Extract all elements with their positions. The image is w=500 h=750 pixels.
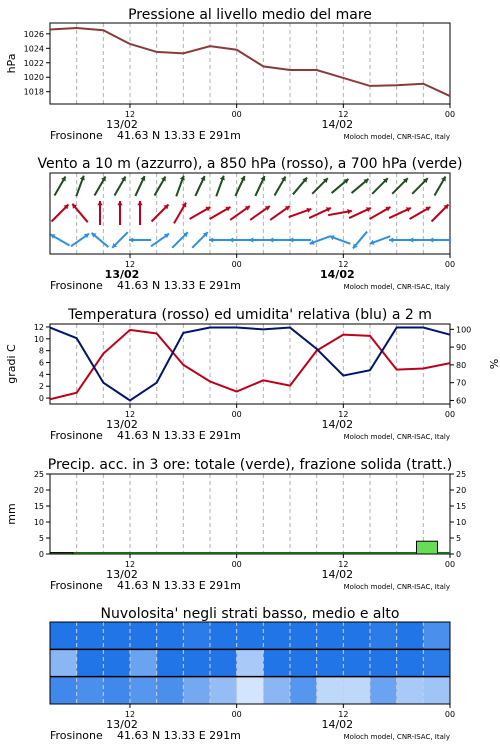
cloud-cell xyxy=(50,649,77,676)
cloud-cell xyxy=(370,622,397,649)
wind-arrow xyxy=(137,201,142,225)
cloud-cell xyxy=(263,677,290,704)
panel-2 xyxy=(37,156,462,292)
wind-arrow xyxy=(152,205,169,222)
cloud-cell xyxy=(423,677,450,704)
wind-head xyxy=(117,201,122,205)
cloud-cell xyxy=(237,622,264,649)
x-tick-label: 00 xyxy=(231,710,242,719)
wind-arrow xyxy=(235,176,245,196)
source-label: Moloch model, CNR-ISAC, Italy xyxy=(343,283,450,291)
wind-arrow xyxy=(92,233,109,247)
cloud-cell xyxy=(237,649,264,676)
x-tick-label: 00 xyxy=(231,560,242,569)
y-tick-label: 1018 xyxy=(23,87,44,97)
y-tick-label: 4 xyxy=(38,370,44,380)
wind-arrow xyxy=(435,176,446,195)
y-tick-label-right: 90 xyxy=(456,343,467,353)
wind-arrow xyxy=(270,206,290,220)
wind-arrow xyxy=(195,176,205,196)
location-name: Frosinone xyxy=(50,279,103,292)
x-tick-label: 12 xyxy=(338,260,349,269)
wind-arrow xyxy=(115,176,126,195)
wind-arrow xyxy=(229,237,251,242)
wind-arrow xyxy=(293,178,307,195)
wind-arrow xyxy=(210,207,231,219)
x-tick-label: 00 xyxy=(231,260,242,269)
wind-arrow xyxy=(353,232,367,249)
cloud-cell xyxy=(130,649,157,676)
wind-arrow xyxy=(250,206,270,220)
location-coords: 41.63 N 13.33 E 291m xyxy=(117,129,241,142)
cloud-cell xyxy=(317,622,344,649)
wind-arrow xyxy=(332,179,349,193)
wind-arrow xyxy=(432,205,449,222)
cloud-cell xyxy=(157,677,184,704)
y-tick-label-right: 10 xyxy=(456,518,467,527)
wind-head xyxy=(249,237,253,242)
wind-arrow xyxy=(330,235,351,244)
cloud-cell xyxy=(343,677,370,704)
y-tick-label: 0 xyxy=(38,394,44,404)
panel-5 xyxy=(50,606,455,742)
cloud-cell xyxy=(50,677,77,704)
cloud-cell xyxy=(130,622,157,649)
cloud-cell xyxy=(130,677,157,704)
wind-arrow xyxy=(389,207,411,218)
wind-head xyxy=(409,237,413,242)
wind-head xyxy=(269,237,273,242)
wind-arrow xyxy=(352,179,369,193)
wind-arrow xyxy=(52,205,69,222)
wind-arrow xyxy=(289,208,312,217)
location-name: Frosinone xyxy=(50,129,103,142)
cloud-cell xyxy=(290,622,317,649)
location-coords: 41.63 N 13.33 E 291m xyxy=(117,579,241,592)
y-tick-label: 20 xyxy=(33,486,44,495)
location-coords: 41.63 N 13.33 E 291m xyxy=(117,429,241,442)
x-tick-label: 00 xyxy=(231,110,242,119)
y-tick-label: 1020 xyxy=(23,73,44,83)
cloud-cell xyxy=(50,622,77,649)
location-coords: 41.63 N 13.33 E 291m xyxy=(117,279,241,292)
location-name: Frosinone xyxy=(50,429,103,442)
y-tick-label-right: 20 xyxy=(456,486,467,495)
y-tick-label: 1024 xyxy=(23,44,44,54)
plot-frame xyxy=(50,474,450,554)
wind-arrow xyxy=(409,237,431,242)
cloud-cell xyxy=(103,677,130,704)
wind-arrow xyxy=(370,207,391,219)
x-tick-label: 12 xyxy=(124,560,136,569)
wind-arrow xyxy=(135,176,145,196)
wind-arrow xyxy=(112,232,128,248)
wind-arrow xyxy=(97,201,102,225)
y-axis-label: mm xyxy=(5,503,18,525)
location-name: Frosinone xyxy=(50,729,103,742)
y-tick-label-right: 60 xyxy=(456,396,467,406)
location-coords: 41.63 N 13.33 E 291m xyxy=(117,729,241,742)
wind-arrow xyxy=(209,237,231,242)
x-tick-label: 12 xyxy=(338,410,349,419)
location-name: Frosinone xyxy=(50,579,103,592)
wind-arrow xyxy=(172,232,188,248)
y-tick-label: 25 xyxy=(33,470,44,479)
wind-arrow xyxy=(151,234,169,247)
cloud-cell xyxy=(317,649,344,676)
wind-arrow xyxy=(72,204,87,222)
wind-arrow xyxy=(269,237,291,242)
wind-arrow xyxy=(192,232,208,248)
plot-frame xyxy=(50,23,450,104)
cloud-cell xyxy=(423,649,450,676)
y-tick-label: 12 xyxy=(33,322,44,332)
wind-arrow xyxy=(249,237,271,242)
x-tick-label: 00 xyxy=(444,110,456,119)
x-tick-label: 00 xyxy=(444,260,456,269)
precip-bar xyxy=(417,541,438,554)
chart-title: Temperatura (rosso) ed umidita' relativa (blu) a 2 m xyxy=(68,307,432,323)
y-tick-label-right: 5 xyxy=(456,534,462,543)
chart-title: Vento a 10 m (azzurro), a 850 hPa (rosso), a 700 hPa (verde) xyxy=(37,156,463,172)
y-tick-label: 6 xyxy=(38,358,44,368)
y-tick-label-right: 25 xyxy=(456,470,467,479)
wind-arrow xyxy=(289,237,311,242)
cloud-cell xyxy=(183,622,210,649)
wind-arrow xyxy=(190,207,211,219)
panel-4 xyxy=(5,457,466,592)
y-tick-label: 0 xyxy=(38,550,44,559)
cloud-cell xyxy=(263,649,290,676)
chart-title: Pressione al livello medio del mare xyxy=(128,7,372,23)
cloud-cell xyxy=(290,677,317,704)
cloud-cell xyxy=(210,649,237,676)
cloud-cell xyxy=(210,622,237,649)
cloud-cell xyxy=(317,677,344,704)
y-tick-label: 10 xyxy=(33,334,44,344)
source-label: Moloch model, CNR-ISAC, Italy xyxy=(343,733,450,741)
date-label: 13/02 xyxy=(106,718,138,731)
wind-arrow xyxy=(392,178,408,194)
x-tick-label: 12 xyxy=(338,710,349,719)
cloud-cell xyxy=(397,622,424,649)
cloud-cell xyxy=(397,677,424,704)
cloud-cell xyxy=(157,649,184,676)
y-tick-label: 1022 xyxy=(23,58,44,68)
wind-arrow xyxy=(412,178,428,194)
wind-arrow xyxy=(55,176,66,195)
cloud-cell xyxy=(103,622,130,649)
cloud-cell xyxy=(370,677,397,704)
y-axis-label: gradi C xyxy=(5,344,18,384)
cloud-cell xyxy=(370,649,397,676)
x-tick-label: 12 xyxy=(124,260,136,269)
date-label: 14/02 xyxy=(320,268,355,281)
chart-title: Precip. acc. in 3 ore: totale (verde), frazione solida (tratt.) xyxy=(47,457,453,473)
cloud-cell xyxy=(77,649,104,676)
wind-arrow xyxy=(95,176,106,195)
plot-frame xyxy=(50,173,450,254)
y-tick-label-right: 0 xyxy=(456,550,462,559)
wind-arrow xyxy=(275,176,286,195)
panel-3 xyxy=(5,307,500,442)
x-tick-label: 12 xyxy=(338,560,349,569)
cloud-cell xyxy=(77,677,104,704)
x-tick-label: 12 xyxy=(124,410,136,419)
x-tick-label: 00 xyxy=(444,560,456,569)
y-tick-label: 15 xyxy=(33,502,44,511)
wind-arrow xyxy=(370,236,391,245)
cloud-cell xyxy=(343,622,370,649)
x-tick-label: 00 xyxy=(444,410,456,419)
date-label: 14/02 xyxy=(321,118,354,131)
y-axis-label: hPa xyxy=(5,53,18,74)
date-label: 13/02 xyxy=(106,118,138,131)
wind-head xyxy=(229,237,233,242)
wind-arrow xyxy=(174,203,186,224)
cloud-cell xyxy=(343,649,370,676)
date-label: 14/02 xyxy=(321,718,354,731)
wind-arrow xyxy=(309,207,331,218)
wind-arrow xyxy=(50,234,69,245)
cloud-cell xyxy=(103,649,130,676)
y-tick-label: 5 xyxy=(38,534,44,543)
cloud-cell xyxy=(183,677,210,704)
chart-title: Nuvolosita' negli strati basso, medio e alto xyxy=(100,606,400,622)
cloud-cell xyxy=(183,649,210,676)
x-tick-label: 12 xyxy=(124,110,136,119)
wind-arrow xyxy=(410,207,431,219)
source-label: Moloch model, CNR-ISAC, Italy xyxy=(343,433,450,441)
cloud-cell xyxy=(397,649,424,676)
wind-arrow xyxy=(230,206,250,220)
wind-arrow xyxy=(76,176,85,197)
wind-head xyxy=(97,201,102,205)
wind-arrow xyxy=(71,234,89,247)
cloud-cell xyxy=(263,622,290,649)
cloud-cell xyxy=(237,677,264,704)
temperatura-line xyxy=(50,330,450,399)
x-tick-label: 12 xyxy=(338,110,349,119)
x-tick-label: 00 xyxy=(231,410,242,419)
cloud-cell xyxy=(157,622,184,649)
wind-arrow xyxy=(117,201,122,225)
wind-arrow xyxy=(429,237,451,242)
date-label: 13/02 xyxy=(106,418,138,431)
y-tick-label-right: 100 xyxy=(456,325,472,335)
wind-arrow xyxy=(328,209,352,215)
wind-arrow xyxy=(389,237,411,242)
panel-1 xyxy=(5,7,455,142)
x-tick-label: 12 xyxy=(124,710,136,719)
source-label: Moloch model, CNR-ISAC, Italy xyxy=(343,133,450,141)
wind-head xyxy=(429,237,433,242)
y-tick-label: 1026 xyxy=(23,29,44,39)
wind-arrow xyxy=(129,237,151,242)
cloud-cell xyxy=(290,649,317,676)
wind-arrow xyxy=(372,178,388,194)
cloud-cell xyxy=(423,622,450,649)
y-tick-label-right: 15 xyxy=(456,502,467,511)
y-tick-label-right: 80 xyxy=(456,360,467,370)
date-label: 14/02 xyxy=(321,418,354,431)
cloud-cell xyxy=(210,677,237,704)
pressure-line xyxy=(50,28,450,96)
wind-arrow xyxy=(255,176,265,196)
y-tick-label: 10 xyxy=(33,518,44,527)
wind-arrow xyxy=(349,207,371,218)
wind-head xyxy=(137,201,142,205)
wind-head xyxy=(389,237,393,242)
wind-arrow xyxy=(176,176,185,197)
x-tick-label: 00 xyxy=(444,710,456,719)
source-label: Moloch model, CNR-ISAC, Italy xyxy=(343,583,450,591)
wind-arrow xyxy=(216,176,225,197)
plot-frame xyxy=(50,324,450,404)
date-label: 14/02 xyxy=(321,568,354,581)
date-label: 13/02 xyxy=(104,268,140,281)
y-tick-label: 2 xyxy=(38,382,44,392)
y-tick-label-right: 70 xyxy=(456,378,467,388)
wind-arrow xyxy=(310,236,331,245)
date-label: 13/02 xyxy=(106,568,138,581)
umidita-line xyxy=(50,328,450,401)
y-axis-label-right: % xyxy=(487,358,500,370)
y-tick-label: 8 xyxy=(38,346,44,356)
precip-bar xyxy=(50,553,73,554)
wind-arrow xyxy=(312,178,328,194)
wind-arrow xyxy=(155,176,166,195)
cloud-cell xyxy=(77,622,104,649)
